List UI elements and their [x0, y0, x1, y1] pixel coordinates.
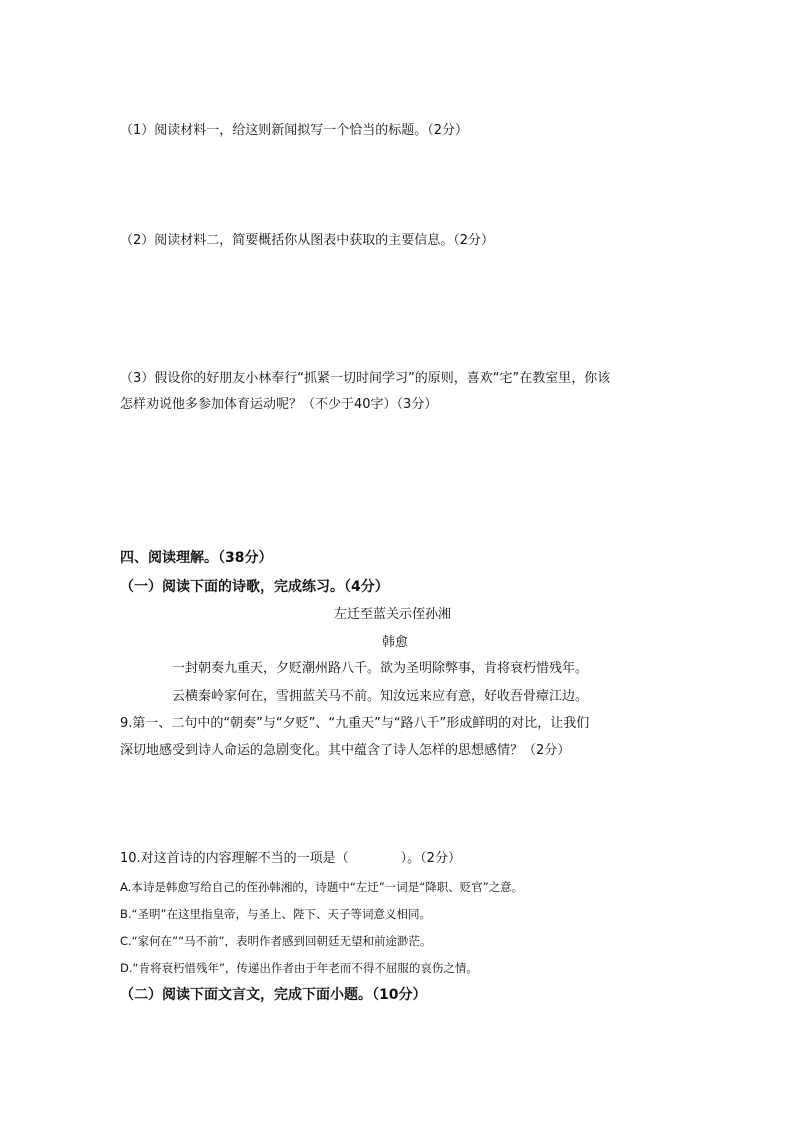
poem-line-2: 云横秦岭家何在，雪拥蓝关马不前。知汝远来应有意，好收吾骨瘴江边。 — [172, 689, 589, 704]
question-10-option-b: B.“圣明”在这里指皇帝，与圣上、陛下、天子等词意义相同。 — [120, 907, 431, 921]
question-2: （2）阅读材料二，简要概括你从图表中获取的主要信息。（2分） — [120, 233, 495, 248]
part-1-title: （一）阅读下面的诗歌，完成练习。（4分） — [120, 579, 389, 595]
question-9-line-2: 深切地感受到诗人命运的急剧变化。其中蕴含了诗人怎样的思想感情？（2分） — [120, 743, 571, 758]
question-10-option-d: D.“肯将衰朽惜残年”，传递出作者由于年老而不得不屈服的哀伤之情。 — [120, 961, 478, 975]
poem-title: 左迁至蓝关示侄孙湘 — [334, 607, 452, 622]
question-10-stem: 10.对这首诗的内容理解不当的一项是（ ）。（2分） — [120, 851, 461, 866]
section-4-title: 四、阅读理解。（38分） — [120, 550, 273, 566]
question-9-line-1: 9.第一、二句中的“朝奏”与“夕贬”、“九重天”与“路八千”形成鲜明的对比，让我们 — [120, 716, 590, 731]
question-3-line-1: （3）假设你的好朋友小林奉行“抓紧一切时间学习”的原则，喜欢“宅”在教室里，你该 — [120, 371, 611, 386]
poem-line-1: 一封朝奏九重天，夕贬潮州路八千。欲为圣明除弊事，肯将衰朽惜残年。 — [172, 661, 589, 676]
part-2-title: （二）阅读下面文言文，完成下面小题。（10分） — [120, 987, 427, 1003]
question-10-option-c: C.“家何在”“马不前”，表明作者感到回朝廷无望和前途渺茫。 — [120, 934, 432, 948]
question-10-option-a: A.本诗是韩愈写给自己的侄孙韩湘的，诗题中“左迁”一词是“降职、贬官”之意。 — [120, 880, 524, 894]
poem-author: 韩愈 — [382, 635, 409, 650]
question-3-line-2: 怎样劝说他多参加体育运动呢？（不少于40字）（3分） — [120, 397, 438, 412]
question-1: （1）阅读材料一，给这则新闻拟写一个恰当的标题。（2分） — [120, 123, 469, 138]
